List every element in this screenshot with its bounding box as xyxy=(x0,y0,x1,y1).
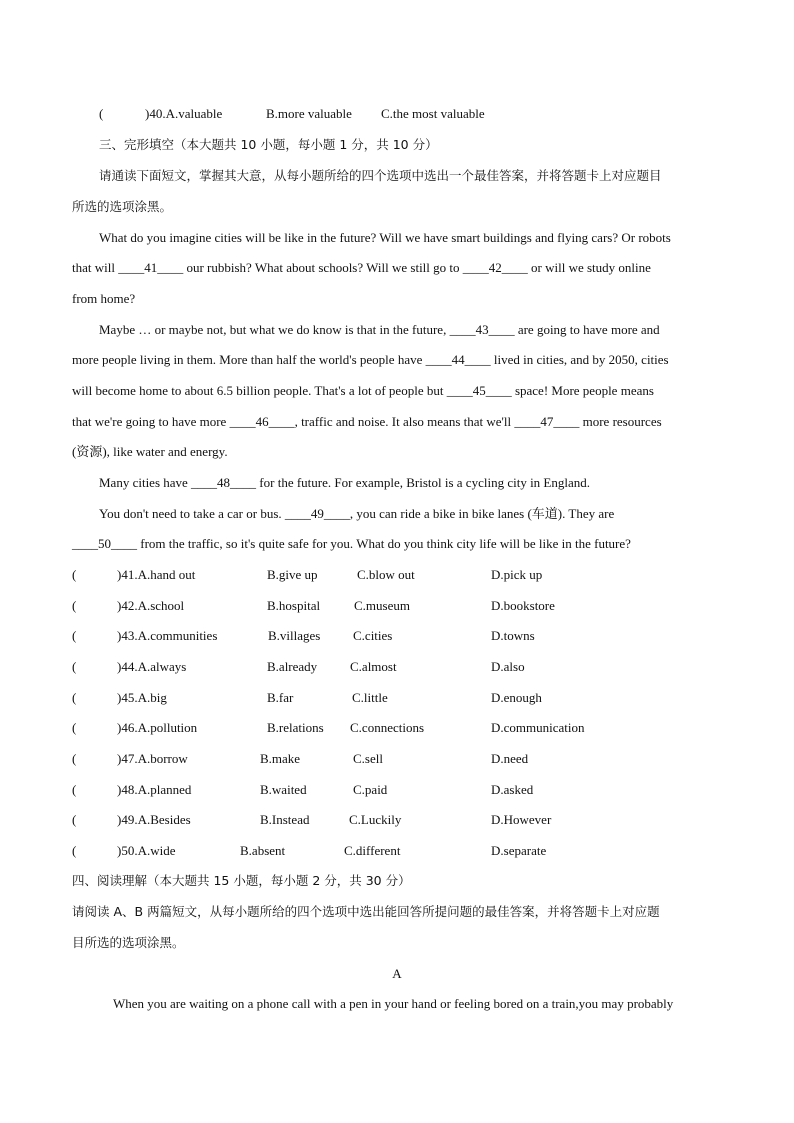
passage-line: What do you imagine cities will be like in the future? Will we have smart buildings and flying cars? Or robots xyxy=(99,230,671,245)
option-a: )49.A.Besides xyxy=(117,812,191,827)
passage-line: from home? xyxy=(72,291,136,306)
question-row xyxy=(72,690,732,706)
question-row xyxy=(72,628,732,644)
passage-line: that we're going to have more ____46____, traffic and noise. It also means that we'll ____47____ more resources xyxy=(72,414,662,429)
option-b: B.relations xyxy=(267,720,324,735)
question-row xyxy=(72,598,732,614)
question-row xyxy=(72,567,732,583)
passage-line: more people living in them. More than half the world's people have ____44____ lived in cities, and by 2050, cities xyxy=(72,352,669,367)
passage-a-title: A xyxy=(392,966,402,981)
answer-paren: ( xyxy=(72,598,77,613)
answer-paren: ( xyxy=(72,567,77,582)
answer-paren: ( xyxy=(72,812,77,827)
q40-option-b: B.more valuable xyxy=(266,106,352,121)
passage-line: will become home to about 6.5 billion people. That's a lot of people but ____45____ space! More people means xyxy=(72,383,654,398)
option-b: B.give up xyxy=(267,567,318,582)
section3-heading: 三、完形填空（本大题共 10 小题，每小题 1 分，共 10 分） xyxy=(99,137,438,152)
option-d: D.need xyxy=(491,751,529,766)
question-row xyxy=(72,720,732,736)
option-c: C.Luckily xyxy=(349,812,402,827)
question-row xyxy=(72,843,732,859)
passage-a-first-line: When you are waiting on a phone call with a pen in your hand or feeling bored on a train,you may probably xyxy=(113,996,674,1011)
option-d: D.separate xyxy=(491,843,547,858)
passage-line: (资源), like water and energy. xyxy=(72,444,228,459)
option-a: )50.A.wide xyxy=(117,843,176,858)
section4-heading: 四、阅读理解（本大题共 15 小题，每小题 2 分，共 30 分） xyxy=(72,873,411,888)
option-b: B.villages xyxy=(268,628,321,643)
option-c: C.connections xyxy=(350,720,425,735)
option-a: )42.A.school xyxy=(117,598,185,613)
option-a: )47.A.borrow xyxy=(117,751,188,766)
answer-paren: ( xyxy=(72,782,77,797)
option-c: C.sell xyxy=(353,751,383,766)
passage-line: ____50____ from the traffic, so it's quite safe for you. What do you think city life will be like in the future? xyxy=(72,536,631,551)
passage-line: that will ____41____ our rubbish? What about schools? Will we still go to ____42____ or will we study online xyxy=(72,260,651,275)
option-a: )45.A.big xyxy=(117,690,167,705)
answer-paren: ( xyxy=(72,659,77,674)
option-d: D.towns xyxy=(491,628,535,643)
option-b: B.hospital xyxy=(267,598,321,613)
option-c: C.blow out xyxy=(357,567,415,582)
question-row xyxy=(72,782,732,798)
option-c: C.museum xyxy=(354,598,410,613)
option-d: D.communication xyxy=(491,720,585,735)
option-c: C.different xyxy=(344,843,401,858)
q40-option-c: C.the most valuable xyxy=(381,106,485,121)
option-a: )44.A.always xyxy=(117,659,187,674)
question-row xyxy=(72,659,732,675)
option-d: D.bookstore xyxy=(491,598,555,613)
option-a: )41.A.hand out xyxy=(117,567,196,582)
answer-paren: ( xyxy=(72,751,77,766)
question-row xyxy=(72,751,732,767)
answer-paren: ( xyxy=(72,628,77,643)
option-b: B.already xyxy=(267,659,318,674)
option-d: D.asked xyxy=(491,782,534,797)
answer-paren: ( xyxy=(72,843,77,858)
answer-paren: ( xyxy=(72,720,77,735)
answer-paren: ( xyxy=(72,690,77,705)
option-c: C.almost xyxy=(350,659,397,674)
option-c: C.paid xyxy=(353,782,388,797)
option-d: D.also xyxy=(491,659,525,674)
option-a: )48.A.planned xyxy=(117,782,192,797)
option-b: B.waited xyxy=(260,782,307,797)
passage-line: Maybe … or maybe not, but what we do know is that in the future, ____43____ are going to have more and xyxy=(99,322,660,337)
option-b: B.far xyxy=(267,690,294,705)
passage-line: Many cities have ____48____ for the future. For example, Bristol is a cycling city in England. xyxy=(99,475,591,490)
option-d: D.However xyxy=(491,812,552,827)
option-b: B.make xyxy=(260,751,301,766)
option-b: B.absent xyxy=(240,843,286,858)
option-c: C.little xyxy=(352,690,388,705)
option-d: D.enough xyxy=(491,690,542,705)
q40-option-a: )40.A.valuable xyxy=(145,106,223,121)
section4-instructions-cont: 目所选的选项涂黑。 xyxy=(72,935,185,950)
option-c: C.cities xyxy=(353,628,393,643)
question-row xyxy=(72,812,732,828)
option-d: D.pick up xyxy=(491,567,543,582)
option-b: B.Instead xyxy=(260,812,310,827)
section3-instructions-cont: 所选的选项涂黑。 xyxy=(72,199,173,214)
answer-paren: ( xyxy=(99,106,104,121)
option-a: )43.A.communities xyxy=(117,628,218,643)
section4-instructions: 请阅读 A、B 两篇短文，从每小题所给的四个选项中选出能回答所提问题的最佳答案，并将答题卡上对应题 xyxy=(72,904,660,919)
section3-instructions: 请通读下面短文，掌握其大意，从每小题所给的四个选项中选出一个最佳答案，并将答题卡上对应题目 xyxy=(99,168,662,183)
passage-line: You don't need to take a car or bus. ____49____, you can ride a bike in bike lanes (车道). They are xyxy=(99,506,615,521)
option-a: )46.A.pollution xyxy=(117,720,198,735)
